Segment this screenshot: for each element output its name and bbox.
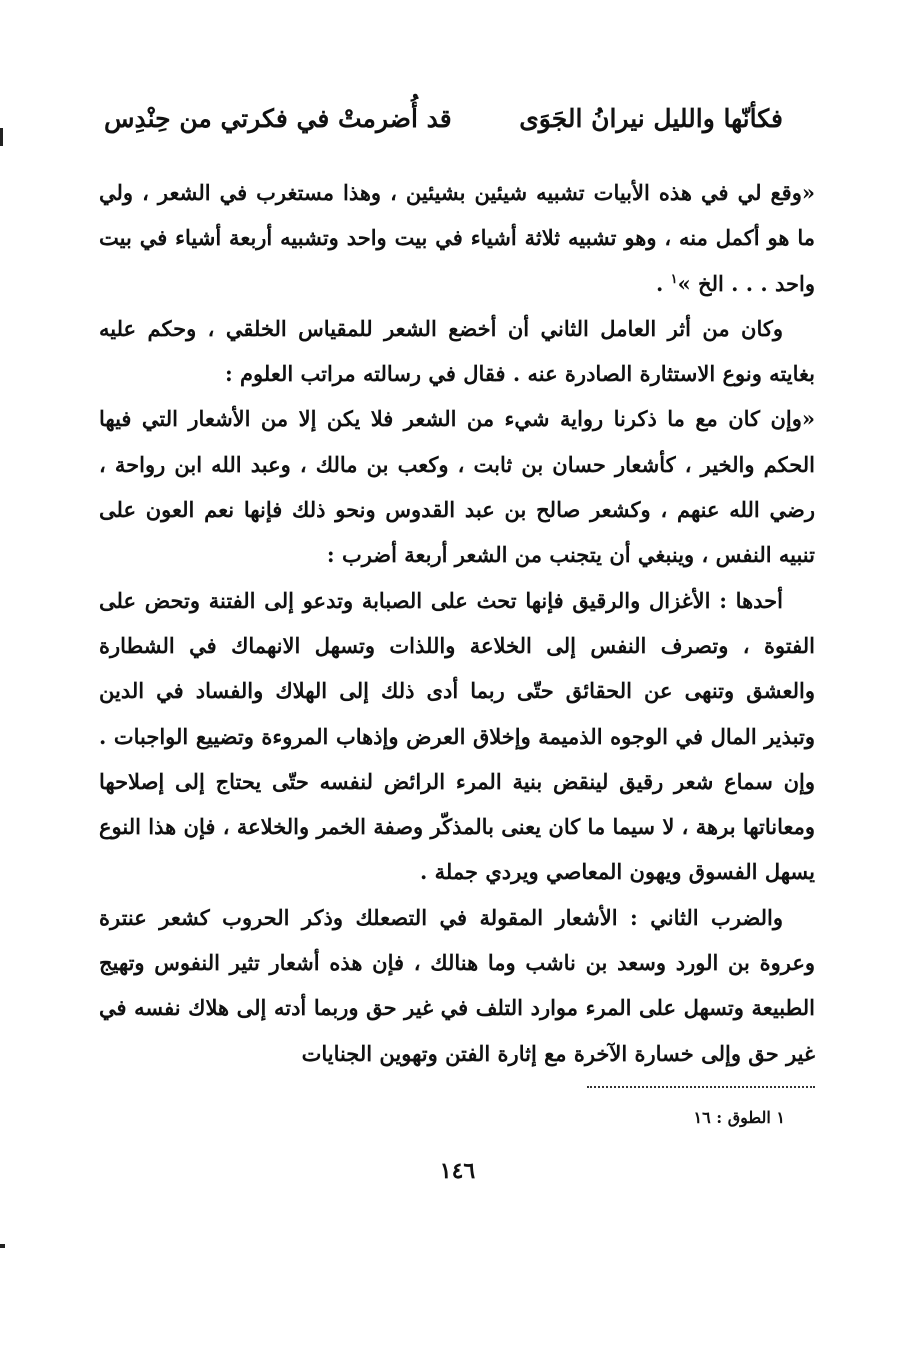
- scan-edge-mark: [0, 128, 3, 146]
- paragraph: أحدها : الأغزال والرقيق فإنها تحث على الصبابة وتدعو إلى الفتنة وتحض على الفتوة ، وتصرف النفس إلى الخلاعة واللذات وتسهل الانهماك في الشطارة والعشق وتنهى عن الحقائق حتّى ربما أدى ذلك إلى الهلاك والفساد في الدين وتبذير المال في الوجوه الذميمة وإخلاق العرض وإذهاب المروءة وتضييع الواجبات . وإن سماع شعر رقيق لينقض بنية المرء الرائض لنفسه حتّى يحتاج إلى إصلاحها ومعاناتها برهة ، لا سيما ما كان يعنى بالمذكّر وصفة الخمر والخلاعة ، فإن هذا النوع يسهل الفسوق ويهون المعاصي ويردي جملة .: [99, 587, 815, 885]
- main-text: [99, 170, 815, 1076]
- scan-edge-mark: [0, 1244, 5, 1248]
- paragraph: والضرب الثاني : الأشعار المقولة في التصعلك وذكر الحروب كشعر عنترة وعروة بن الورد وسعد بن ناشب وما هنالك ، فإن هذه أشعار تثير النفوس وتهيج الطبيعة وتسهل على المرء موارد التلف في غير حق وربما أدته إلى هلاك نفسه في غير حق وإلى خسارة الآخرة مع إثارة الفتن وتهوين الجنايات: [99, 904, 815, 1066]
- paragraph: «وإن كان مع ما ذكرنا رواية شيء من الشعر فلا يكن إلا من الأشعار التي فيها الحكم والخير ، كأشعار حسان بن ثابت ، وكعب بن مالك ، وعبد الله ابن رواحة ، رضي الله عنهم ، وكشعر صالح بن عبد القدوس ونحو ذلك فإنها نعم العون على تنبيه النفس ، وينبغي أن يتجنب من الشعر أربعة أضرب :: [99, 406, 815, 568]
- verse-second-hemistich: قد أُضرمتْ في فكرتي من حِنْدِس: [104, 103, 452, 133]
- quote-tail: .: [656, 270, 671, 296]
- poem-verse: [104, 96, 783, 140]
- verse-first-hemistich: فكأنّها والليل نيرانُ الجَوَى: [519, 103, 783, 133]
- quote-text: «وقع لي في هذه الأبيات تشبيه شيئين بشيئين ، وهذا مستغرب في الشعر ، ولي ما هو أكمل منه ، وهو تشبيه ثلاثة أشياء في بيت واحد وتشبيه أربعة أشياء في بيت واحد . . . الخ »: [99, 180, 815, 296]
- page-number: ١٤٦: [439, 1158, 476, 1184]
- footnote: ١ الطوق : ١٦: [693, 1108, 785, 1127]
- footnote-reference: ١: [670, 271, 678, 287]
- quote-paragraph: [99, 170, 815, 306]
- footnote-divider: [587, 1086, 815, 1088]
- paragraph: وكان من أثر العامل الثاني أن أخضع الشعر للمقياس الخلقي ، وحكم عليه بغايته ونوع الاستثارة الصادرة عنه . فقال في رسالته مراتب العلوم :: [99, 315, 815, 387]
